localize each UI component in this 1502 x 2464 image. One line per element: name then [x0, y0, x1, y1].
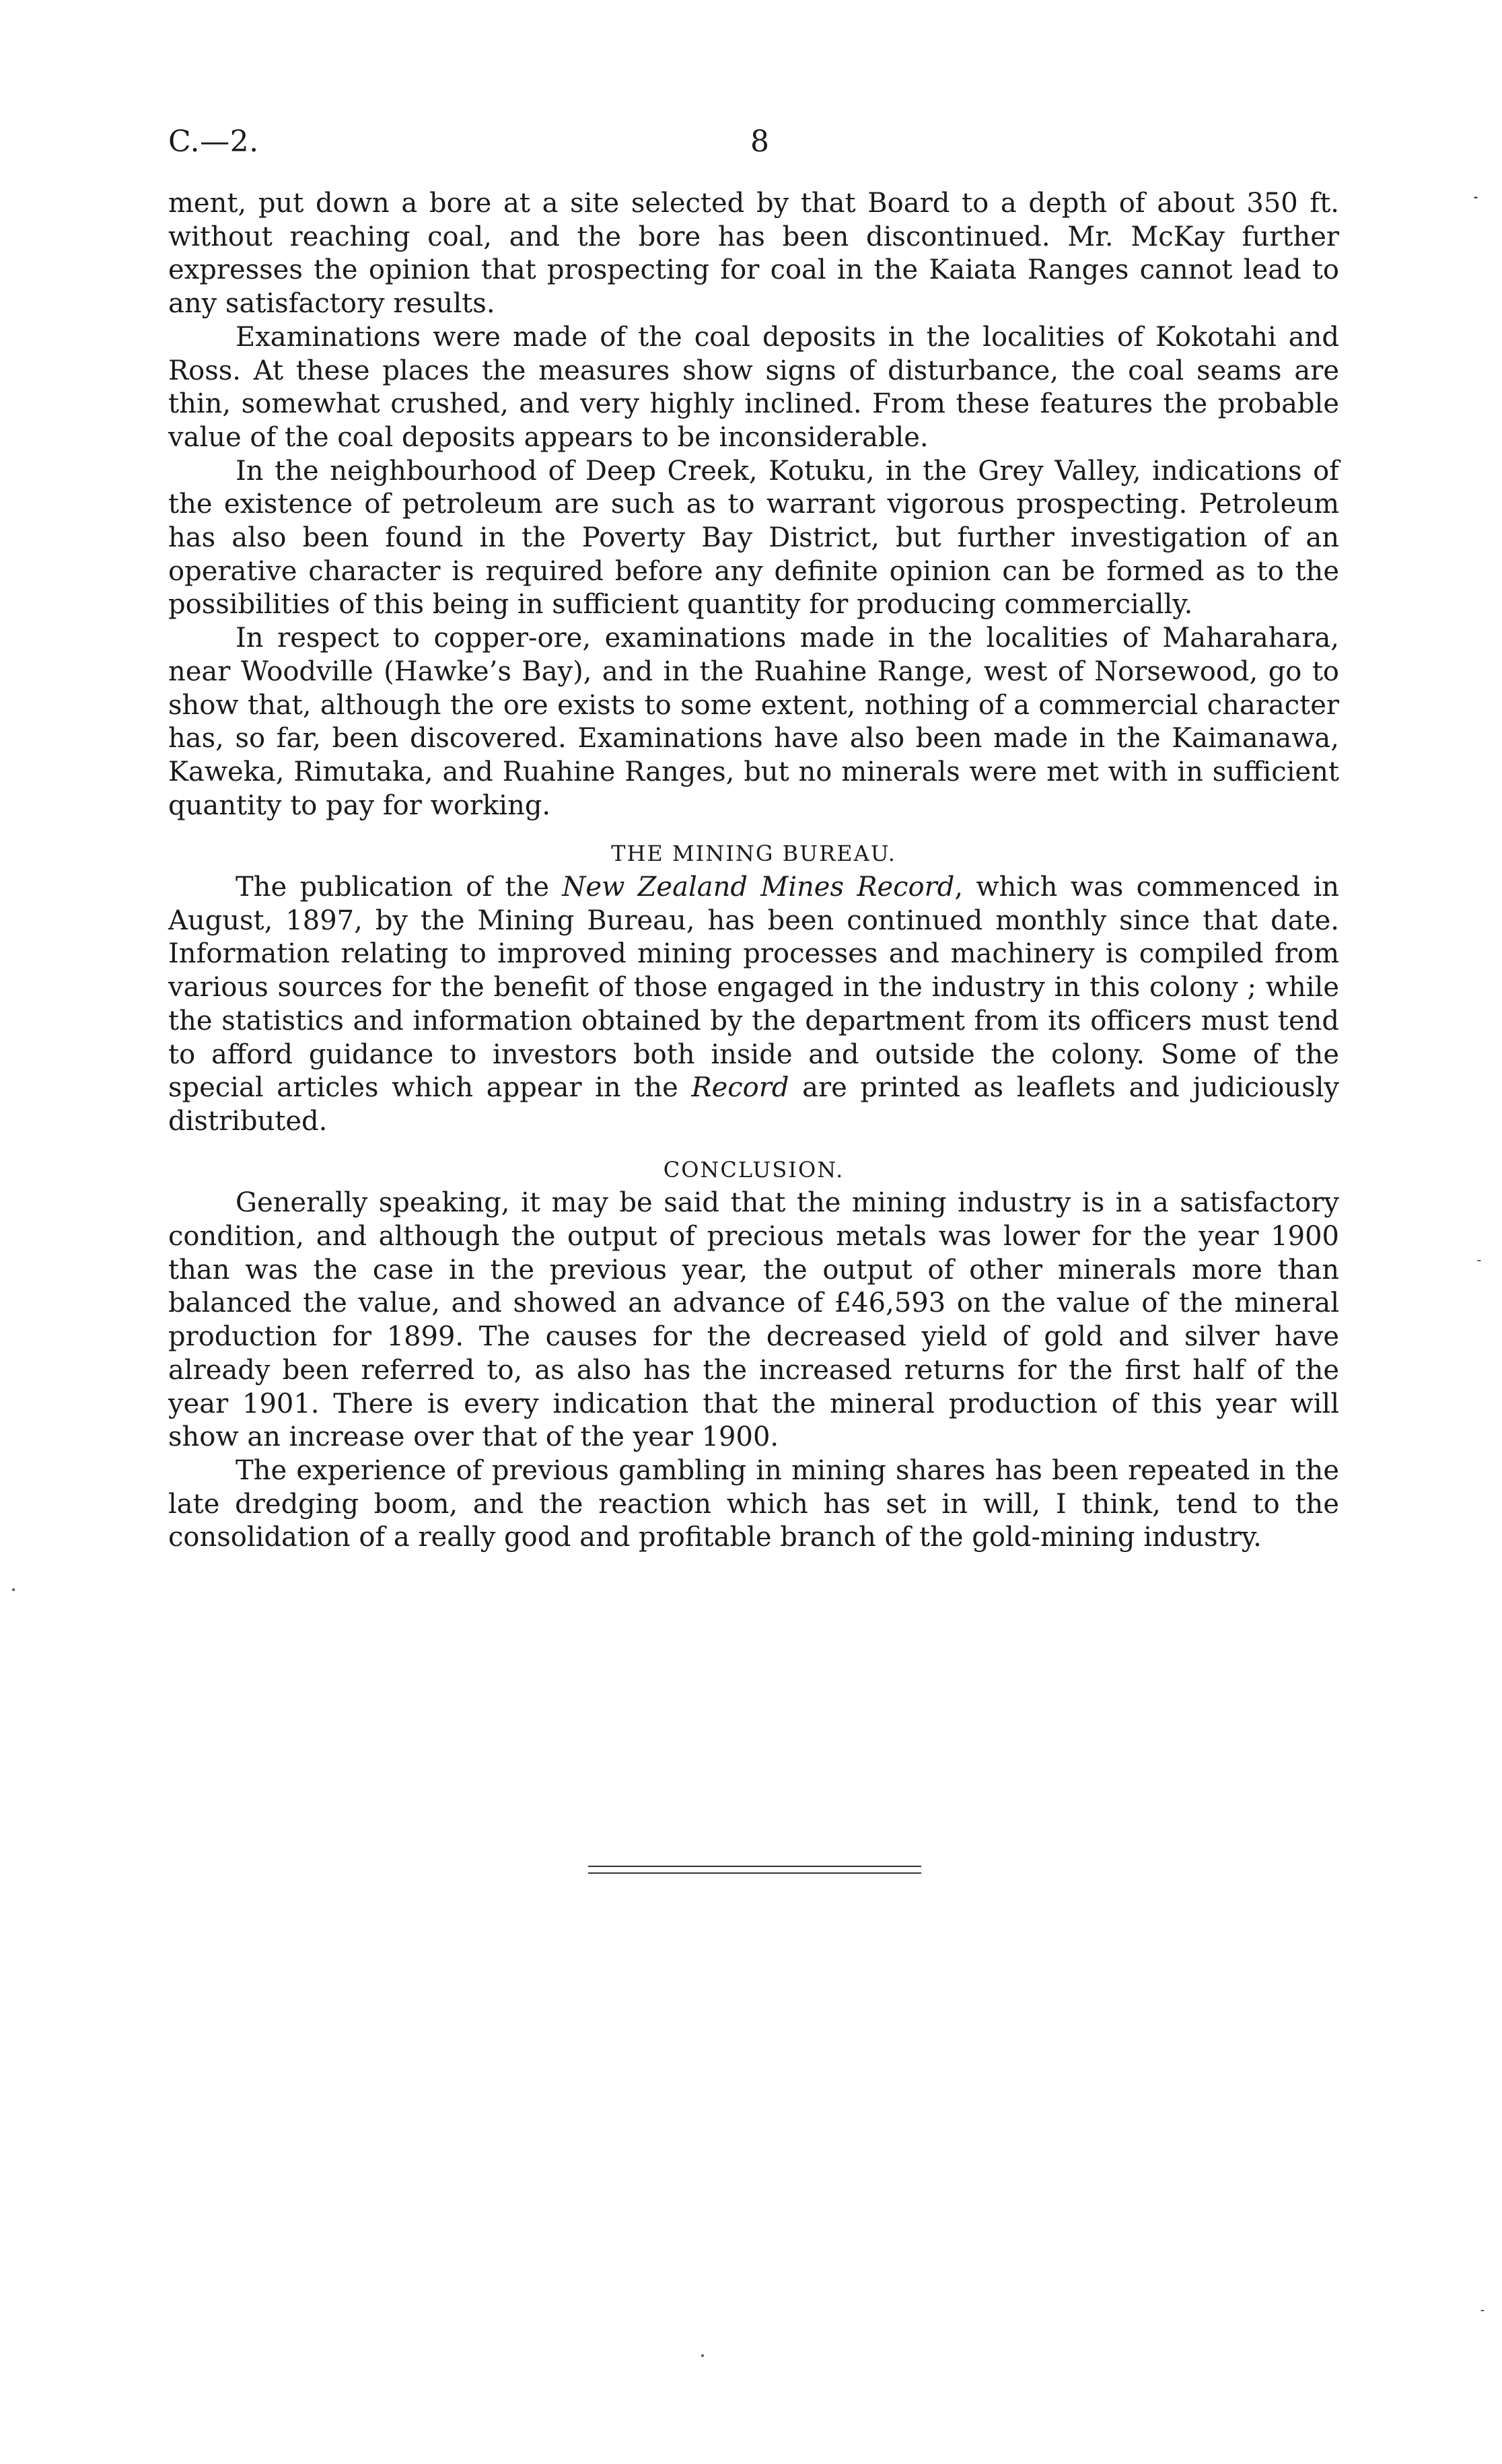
paragraph-mining-bureau [168, 871, 1339, 1139]
margin-speck [1477, 1260, 1481, 1261]
mining-bureau-text-3: are printed as leaflets and judiciously distributed. [168, 1072, 1339, 1137]
mines-record-title: New Zealand Mines Record [562, 872, 955, 903]
end-rule [588, 1866, 921, 1874]
paragraph-kokotahi-ross: Examinations were made of the coal deposits in the localities of Kokotahi and Ross. At these places the measures show signs of disturbance, the coal seams are thin, somewhat crushed, and very highly inclined. From these features the probable value of the coal deposits appears to be inconsiderable. [168, 321, 1339, 453]
document-reference: C.—2. [168, 125, 259, 159]
heading-mining-bureau: THE MINING BUREAU. [611, 841, 896, 867]
mining-bureau-text-1: The publication of the [236, 872, 563, 903]
paragraph-conclusion-1: Generally speaking, it may be said that the mining industry is in a satisfactory condition, and although the output of precious metals was lower for the year 1900 than was the case in the previous year, the output of other minerals more than balanced the value, and showed an advance of £46,593 on the value of the mineral production for 1899. The causes for the decreased yield of gold and silver have already been referred to, as also has the increased returns for the first half of the year 1901. There is every indication that the mineral production of this year will show an increase over that of the year 1900. [168, 1187, 1339, 1453]
margin-speck [701, 2354, 704, 2357]
heading-conclusion: CONCLUSION. [663, 1156, 845, 1183]
page-number: 8 [750, 125, 769, 159]
paragraph-coal-bore: ment, put down a bore at a site selected by that Board to a depth of about 350 ft. without reaching coal, and the bore has been discontinued. Mr. McKay further expresses the opinion that prospecting for coal in the Kaiata Ranges cannot lead to any satisfactory results. [168, 188, 1339, 320]
margin-speck [1480, 2310, 1485, 2311]
margin-speck [12, 1588, 15, 1591]
paragraph-petroleum: In the neighbourhood of Deep Creek, Kotuku, in the Grey Valley, indications of the existence of petroleum are such as to warrant vigorous prospecting. Petroleum has also been found in the Poverty Bay District, but further investigation of an operative character is required before any definite opinion can be formed as to the possibilities of this being in sufficient quantity for producing commercially. [168, 455, 1339, 621]
body-text [168, 187, 1339, 1555]
record-title: Record [691, 1072, 789, 1104]
mining-bureau-text-2: , which was commenced in August, 1897, by the Mining Bureau, has been continued monthly since that date. Information relating to improved mining processes and machinery is compiled from various sources for the benefit of those engaged in the industry in this colony ; while the statistics and information obtained by the department from its officers must tend to afford guidance to investors both inside and outside the colony. Some of the special articles which appear in the [168, 872, 1340, 1104]
paragraph-conclusion-2: The experience of previous gambling in mining shares has been repeated in the late dredging boom, and the reaction which has set in will, I think, tend to the consolidation of a really good and profitable branch of the gold-mining industry. [168, 1454, 1339, 1553]
paragraph-copper-ore: In respect to copper-ore, examinations made in the localities of Maharahara, near Woodville (Hawke’s Bay), and in the Ruahine Range, west of Norsewood, go to show that, although the ore exists to some extent, nothing of a commercial character has, so far, been discovered. Examinations have also been made in the Kaimanawa, Kaweka, Rimutaka, and Ruahine Ranges, but no minerals were met with in sufficient quantity to pay for working. [168, 623, 1339, 821]
margin-speck [1474, 197, 1478, 199]
running-head [168, 125, 1339, 165]
